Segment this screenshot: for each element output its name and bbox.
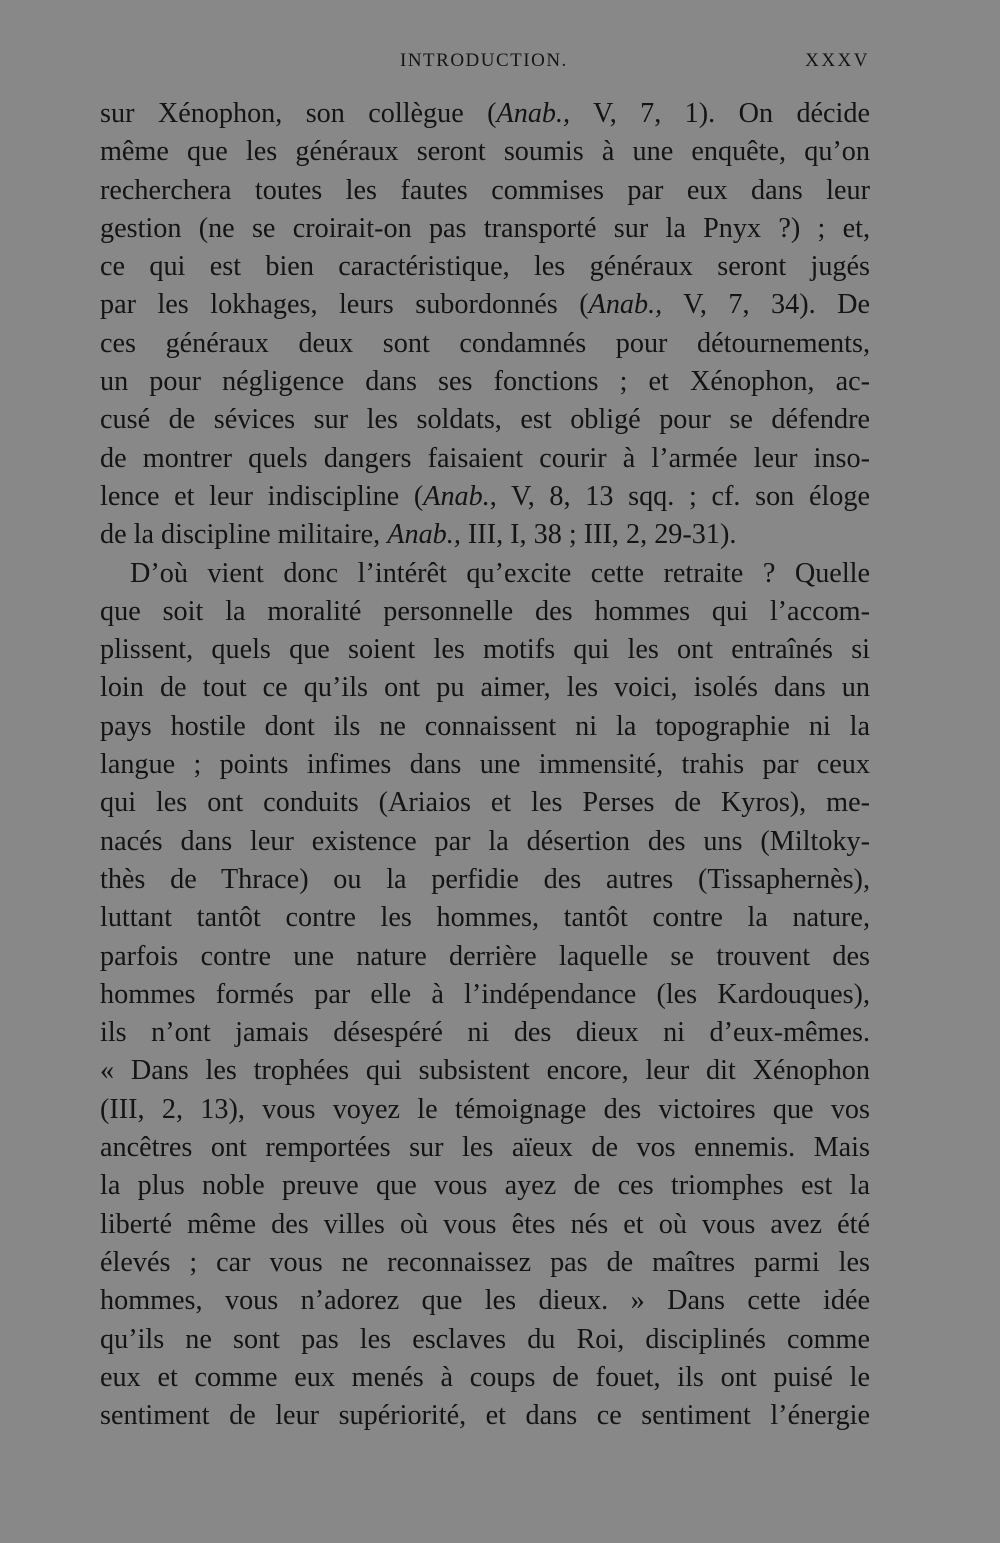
text-line [100, 248, 870, 286]
page-number: XXXV [805, 50, 870, 71]
text-line [100, 938, 870, 976]
text-line [100, 1206, 870, 1244]
text-line [100, 1359, 870, 1397]
text-segment: de montrer quels dangers faisaient courir à l’armée leur inso- [100, 442, 870, 474]
text-line [100, 478, 870, 516]
text-line [100, 784, 870, 822]
text-segment: un pour négligence dans ses fonctions ; et Xénophon, ac- [100, 366, 870, 398]
text-segment: même que les généraux seront soumis à une enquête, qu’on [100, 136, 870, 168]
text-line [100, 593, 870, 631]
italic-reference: Anab., [588, 289, 663, 321]
text-line [100, 708, 870, 746]
body-text [100, 95, 870, 1435]
text-segment: cusé de sévices sur les soldats, est obligé pour se défendre [100, 404, 870, 436]
text-segment: (III, 2, 13), vous voyez le témoignage des victoires que vos [100, 1093, 870, 1125]
text-line [100, 1091, 870, 1129]
text-line [100, 746, 870, 784]
text-segment: V, 7, 1). On décide [570, 98, 870, 129]
text-line [100, 669, 870, 707]
text-line [100, 823, 870, 861]
italic-reference: Anab. [423, 480, 490, 512]
text-segment: qui les ont conduits (Ariaios et les Perses de Kyros), me- [100, 787, 870, 819]
text-line [100, 1282, 870, 1320]
text-line [100, 210, 870, 248]
text-segment: élevés ; car vous ne reconnaissez pas de maîtres parmi les [100, 1246, 870, 1278]
text-line [100, 286, 870, 324]
text-segment: plissent, quels que soient les motifs qui les ont entraînés si [100, 634, 870, 666]
text-segment: ils n’ont jamais désespéré ni des dieux ni d’eux-mêmes. [100, 1017, 870, 1049]
text-line [100, 976, 870, 1014]
text-segment: ces généraux deux sont condamnés pour détournements, [100, 327, 870, 359]
text-segment: nacés dans leur existence par la désertion des uns (Miltoky- [100, 825, 870, 857]
text-segment: luttant tantôt contre les hommes, tantôt contre la nature, [100, 902, 870, 934]
text-line [100, 899, 870, 937]
text-segment: pays hostile dont ils ne connaissent ni la topographie ni la [100, 710, 870, 742]
running-head-title: INTRODUCTION. [400, 50, 568, 71]
running-head [100, 50, 870, 78]
text-line [100, 363, 870, 401]
text-line [100, 1052, 870, 1090]
text-line [100, 516, 870, 554]
text-line [100, 1397, 870, 1435]
text-segment: V, 7, 34). De [662, 289, 870, 321]
text-segment: D’où vient donc l’intérêt qu’excite cette retraite ? Quelle [130, 557, 870, 589]
text-segment: liberté même des villes où vous êtes nés et où vous avez été [100, 1208, 870, 1240]
text-segment: eux et comme eux menés à coups de fouet, ils ont puisé le [100, 1361, 870, 1393]
text-line [100, 133, 870, 171]
text-segment: loin de tout ce qu’ils ont pu aimer, les voici, isolés dans un [100, 672, 870, 704]
text-segment: sur Xénophon, son collègue ( [100, 98, 497, 129]
text-segment: de la discipline militaire, [100, 519, 388, 551]
italic-reference: Anab., [387, 519, 461, 551]
text-line [100, 1129, 870, 1167]
text-segment: que soit la moralité personnelle des hommes qui l’accom- [100, 595, 870, 627]
text-segment: , V, 8, 13 sqq. ; cf. son éloge [489, 480, 870, 512]
text-segment: ancêtres ont remportées sur les aïeux de vos ennemis. Mais [100, 1132, 870, 1164]
text-segment: III, I, 38 ; III, 2, 29-31). [460, 519, 737, 551]
text-line [100, 325, 870, 363]
text-line [100, 172, 870, 210]
text-segment: qu’ils ne sont pas les esclaves du Roi, disciplinés comme [100, 1323, 870, 1355]
text-line [100, 1321, 870, 1359]
text-segment: ce qui est bien caractéristique, les généraux seront jugés [100, 251, 870, 283]
text-segment: thès de Thrace) ou la perfidie des autres (Tissaphernès), [100, 863, 870, 895]
italic-reference: Anab., [496, 98, 571, 129]
text-segment: lence et leur indiscipline ( [100, 480, 424, 512]
text-line [100, 631, 870, 669]
text-line [100, 95, 870, 133]
text-segment: « Dans les trophées qui subsistent encore, leur dit Xénophon [100, 1055, 870, 1087]
text-segment: hommes formés par elle à l’indépendance (les Kardouques), [100, 978, 870, 1010]
text-line [100, 1244, 870, 1282]
text-segment: la plus noble preuve que vous ayez de ces triomphes est la [100, 1170, 870, 1202]
text-line [100, 1167, 870, 1205]
text-line [100, 555, 870, 593]
text-segment: par les lokhages, leurs subordonnés ( [100, 289, 589, 321]
text-line [100, 861, 870, 899]
text-segment: langue ; points infimes dans une immensité, trahis par ceux [100, 749, 870, 781]
text-segment: gestion (ne se croirait-on pas transporté sur la Pnyx ?) ; et, [100, 212, 870, 244]
text-segment: hommes, vous n’adorez que les dieux. » Dans cette idée [100, 1285, 870, 1317]
text-line [100, 401, 870, 439]
text-segment: sentiment de leur supériorité, et dans ce sentiment l’énergie [100, 1400, 870, 1432]
text-segment: parfois contre une nature derrière laquelle se trouvent des [100, 940, 870, 972]
text-segment: recherchera toutes les fautes commises par eux dans leur [100, 174, 870, 206]
text-line [100, 440, 870, 478]
text-line [100, 1014, 870, 1052]
